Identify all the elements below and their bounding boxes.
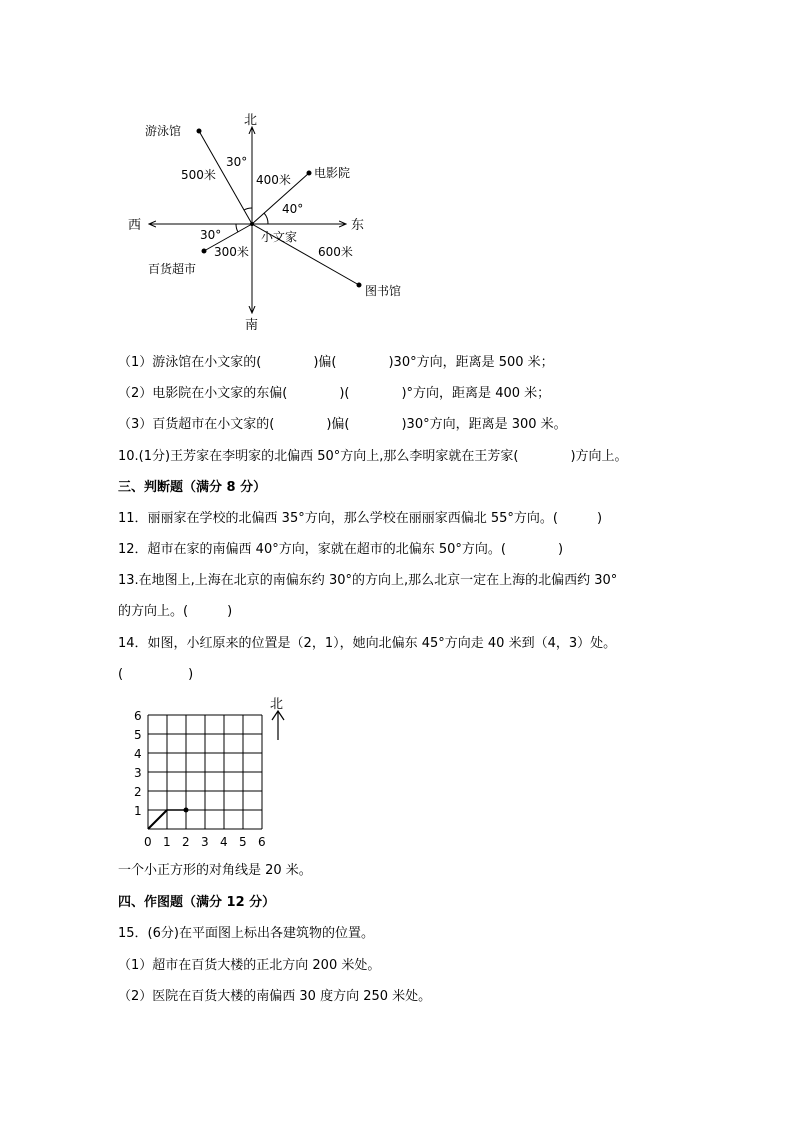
question-11: 11．丽丽家在学校的北偏西 35°方向，那么学校在丽丽家西偏北 55°方向。( ) [118,511,603,526]
label-south: 南 [245,318,259,333]
question-15: 15．(6分)在平面图上标出各建筑物的位置。 [118,926,374,941]
grid-y-tick-label: 5 [134,728,142,742]
label-library: 图书馆 [365,284,402,298]
label-cinema-angle: 40° [282,202,304,216]
grid-y-tick-label: 3 [134,766,142,780]
label-north: 北 [244,113,258,128]
question-9-1: （1）游泳馆在小文家的( )偏( )30°方向，距离是 500 米； [118,355,554,370]
question-9-3: （3）百货超市在小文家的( )偏( )30°方向，距离是 300 米。 [118,417,567,432]
grid-x-tick-label: 5 [239,835,247,849]
label-market: 百货超市 [148,262,197,276]
grid-lines [148,715,262,829]
grid-x-tick-label: 2 [182,835,190,849]
question-10: 10.(1分)王芳家在李明家的北偏西 50°方向上,那么李明家就在王芳家( )方向上。 [118,449,628,464]
question-13-line1: 13.在地图上,上海在北京的南偏东约 30°的方向上,那么北京一定在上海的北偏西约 30° [118,573,618,588]
grid-x-tick-label: 1 [163,835,171,849]
label-library-dist: 600米 [318,245,353,259]
label-center: 小文家 [261,230,298,244]
point-center [250,222,254,226]
grid-north-label: 北 [270,697,284,712]
compass-diagram [0,0,794,345]
point-library [357,283,362,288]
section-3-heading: 三、判断题（满分 8 分） [118,480,267,495]
question-15-1: （1）超市在百货大楼的正北方向 200 米处。 [118,958,381,973]
label-cinema-dist: 400米 [256,173,291,187]
north-arrow-head [272,711,284,720]
grid-x-tick-label: 6 [258,835,266,849]
path-segment [148,810,167,829]
angle-arc-pool [244,208,252,210]
label-pool-angle: 30° [226,155,248,169]
point-pool [197,129,202,134]
angle-arc-cinema [264,213,268,224]
question-9-2: （2）电影院在小文家的东偏( )( )°方向，距离是 400 米； [118,386,551,401]
grid-x-labels [144,835,266,849]
section-4-heading: 四、作图题（满分 12 分） [118,895,276,910]
question-15-2: （2）医院在百货大楼的南偏西 30 度方向 250 米处。 [118,989,432,1004]
label-west: 西 [128,218,142,233]
grid-x-tick-label: 3 [201,835,209,849]
label-east: 东 [351,218,365,233]
label-pool-dist: 500米 [181,168,216,182]
grid-y-tick-label: 1 [134,804,142,818]
grid-x-tick-label: 0 [144,835,152,849]
grid-x-tick-label: 4 [220,835,228,849]
question-14: 14．如图，小红原来的位置是（2，1），她向北偏东 45°方向走 40 米到（4，3）处。 [118,636,617,651]
point-cinema [307,171,312,176]
grid-y-tick-label: 6 [134,709,142,723]
grid-point [184,808,189,813]
question-13-line2: 的方向上。( ) [118,604,233,619]
label-market-dist: 300米 [214,245,249,259]
grid-y-tick-label: 2 [134,785,142,799]
label-cinema: 电影院 [314,166,351,180]
label-market-angle: 30° [200,228,222,242]
point-market [202,249,207,254]
note-diagonal: 一个小正方形的对角线是 20 米。 [118,863,312,878]
question-12: 12．超市在家的南偏西 40°方向，家就在超市的北偏东 50°方向。( ) [118,542,564,557]
grid-y-labels [134,709,142,818]
label-pool: 游泳馆 [145,124,182,138]
angle-arc-market [236,224,238,232]
question-14-answer: ( ) [118,667,194,682]
grid-y-tick-label: 4 [134,747,142,761]
